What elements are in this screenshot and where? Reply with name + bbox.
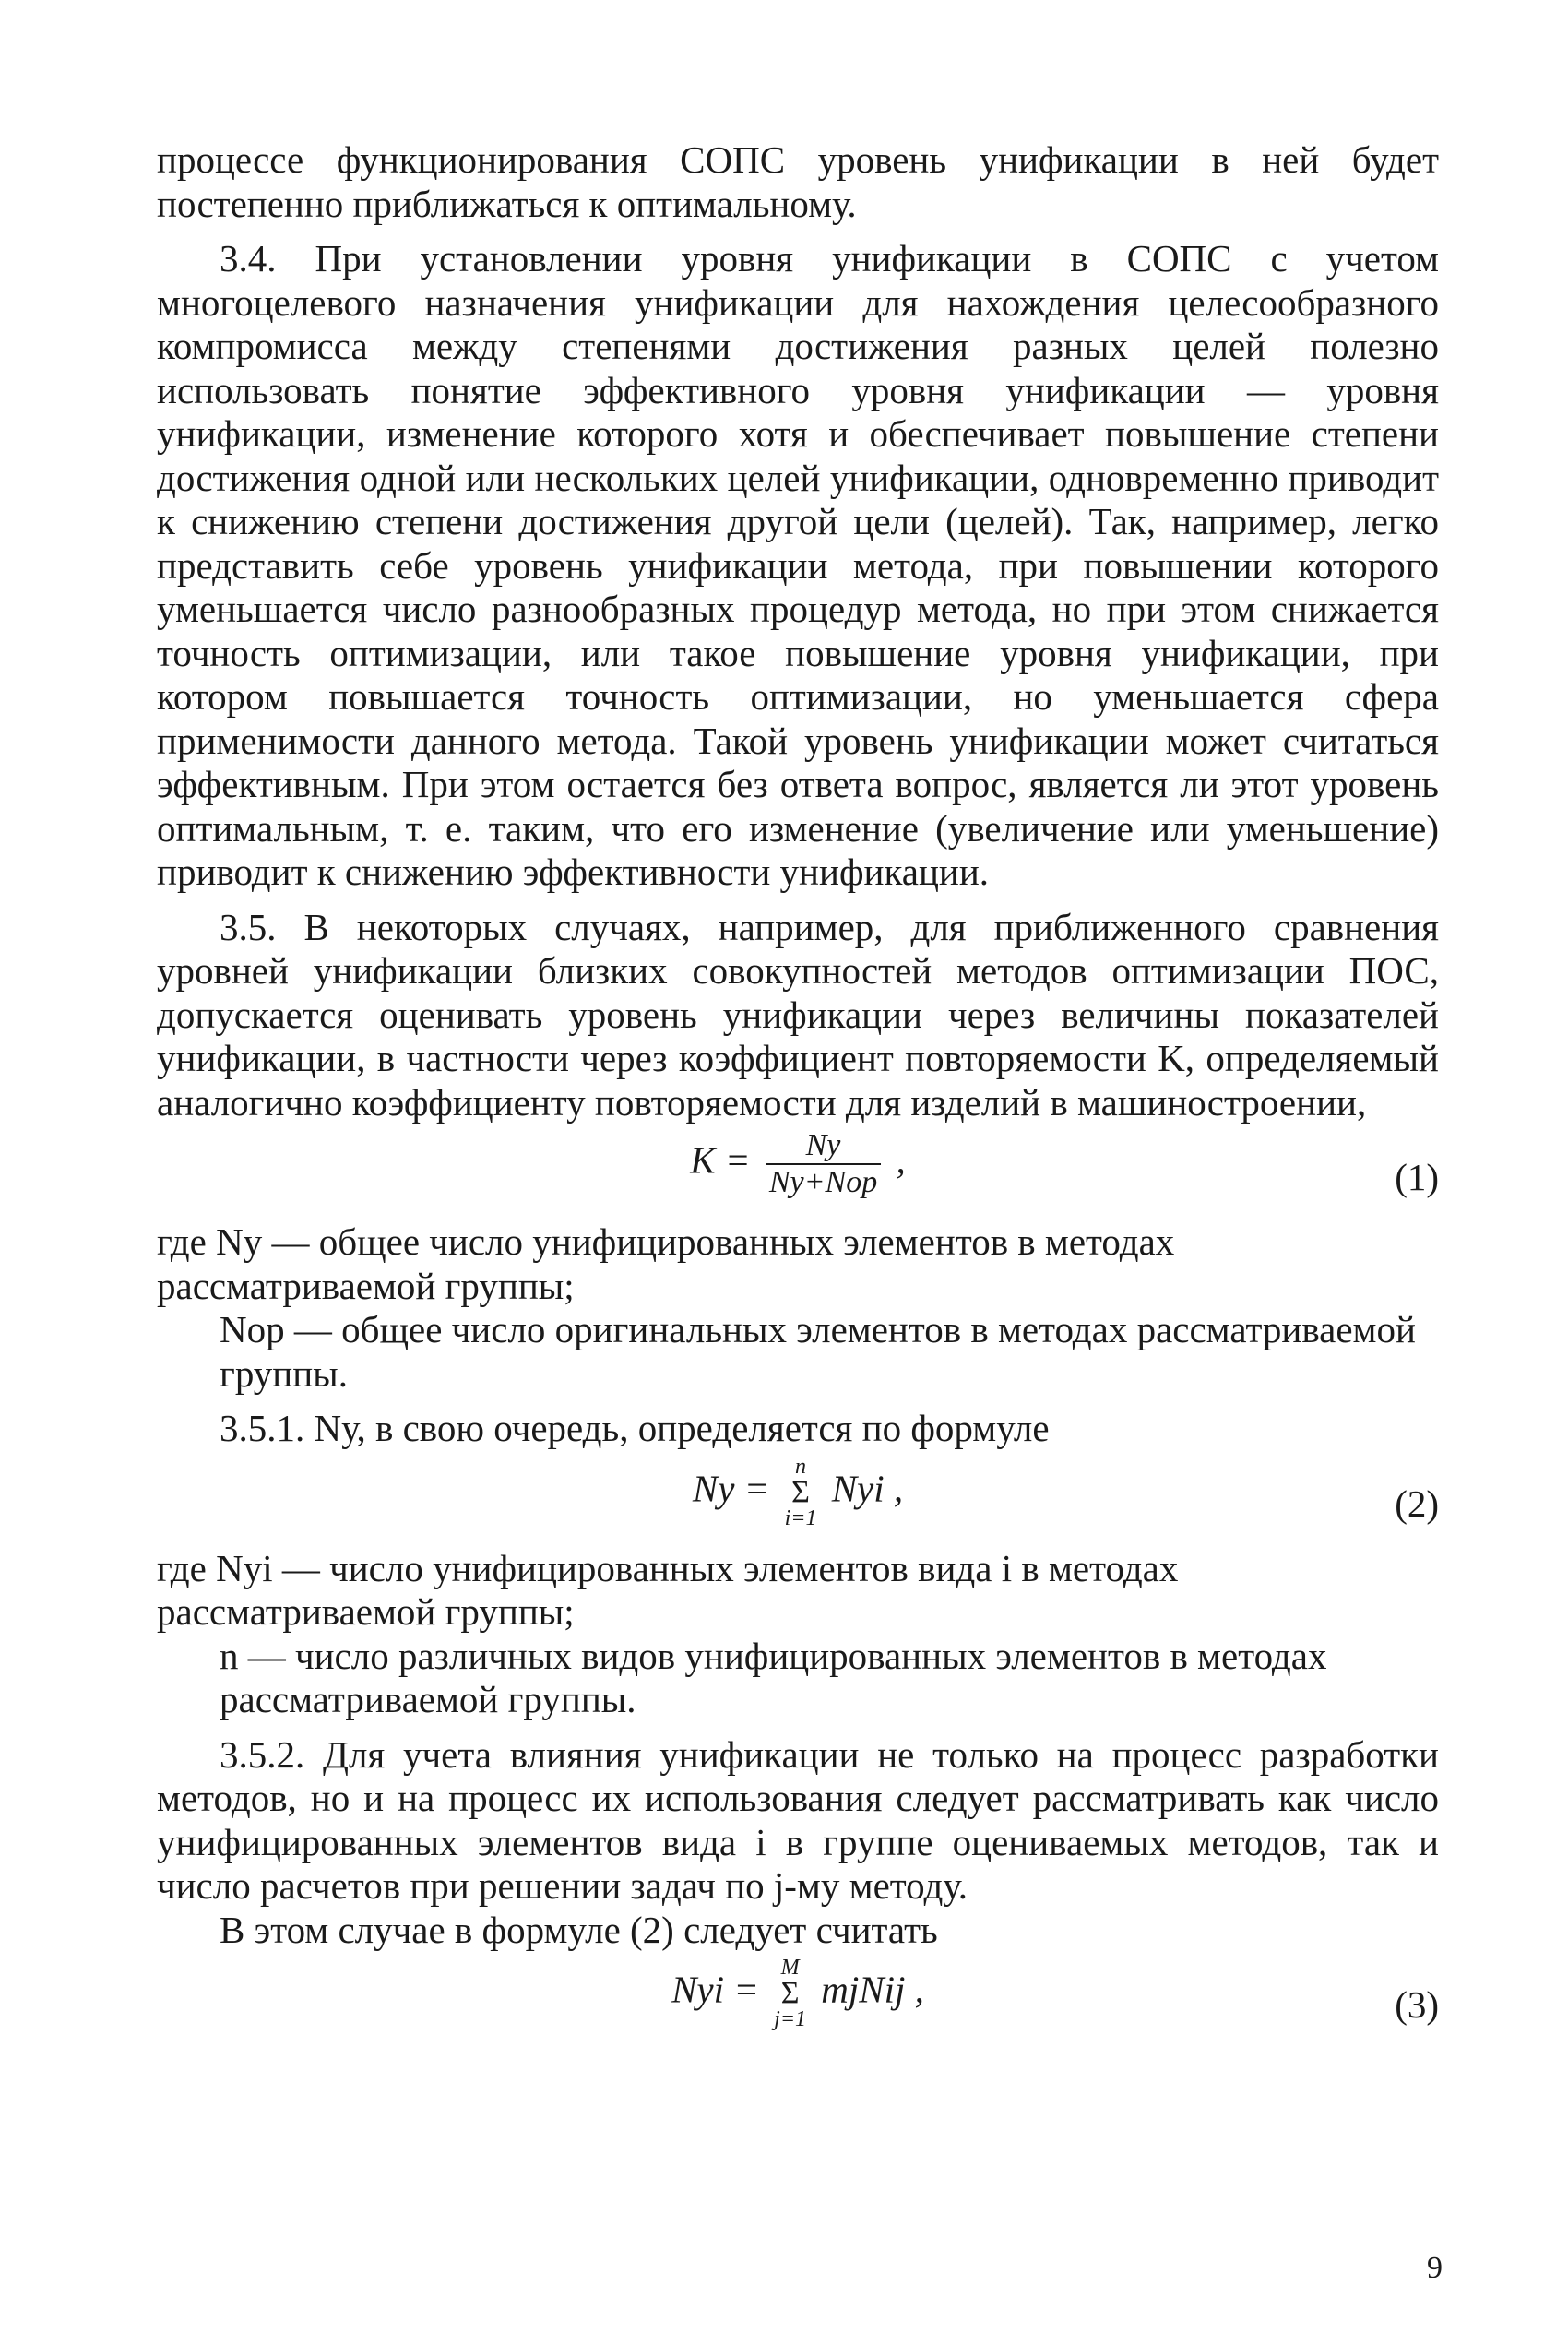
paragraph-formula-3-intro: В этом случае в формуле (2) следует считать [220, 1908, 938, 1951]
paragraph-3-5: 3.5. В некоторых случаях, например, для приближенного сравнения уровней унификации близких совокупностей методов оптимизации ПОС, допускается оценивать уровень унификации через величины показателей унификации, в частности через коэффициент повторяемости K, определяемый аналогично коэффициенту повторяемости для изделий в машиностроении, [157, 905, 1439, 1124]
formula-1-lhs: K = [690, 1138, 751, 1182]
definition-term: где Nу [157, 1220, 263, 1263]
formula-3-sum [774, 1956, 806, 2031]
formula-3-rhs: mjNij , [821, 1968, 924, 2011]
formula-1-fraction [766, 1128, 881, 1200]
definition-text: — общее число унифицированных элементов в методах рассматриваемой группы; [157, 1220, 1175, 1307]
paragraph-continuation: процессе функционирования СОПС уровень унификации в ней будет постепенно приближаться к оптимальному. [157, 138, 1439, 225]
formula-1-number: (1) [1395, 1156, 1439, 1198]
formula-3-upper-limit: M [780, 1956, 800, 1980]
formula-1-tail: , [896, 1138, 906, 1182]
definition-n-yi [157, 1547, 1439, 1635]
formula-3-number: (3) [1395, 1983, 1439, 2026]
formula-2-sigma: Σ [791, 1474, 810, 1509]
formula-2-upper-limit: n [795, 1454, 807, 1479]
formula-1-numerator: Nу [766, 1128, 881, 1165]
definition-text: — число унифицированных элементов вида i в методах рассматриваемой группы; [157, 1546, 1179, 1633]
formula-3-lhs: Nуi = [671, 1968, 759, 2011]
definition-n-or [157, 1308, 1439, 1396]
formula-1-denominator: Nу+Nор [768, 1165, 878, 1199]
formula-3-sigma: Σ [780, 1976, 800, 2010]
formula-2 [157, 1455, 1439, 1543]
definition-n [157, 1635, 1439, 1722]
formula-2-number: (2) [1395, 1481, 1439, 1525]
formula-2-rhs: Nуi , [831, 1466, 904, 1509]
definition-text: — число различных видов унифицированных элементов в методах рассматриваемой группы. [220, 1634, 1327, 1720]
formula-2-lhs: Nу = [692, 1466, 770, 1509]
paragraph-3-5-2: 3.5.2. Для учета влияния унификации не только на процесс разработки методов, но и на процесс их использования следует рассматривать как число унифицированных элементов вида i в группе оцениваемых методов, так и число расчетов при решении задач по j-му методу. [157, 1732, 1439, 1907]
page-body [157, 138, 1439, 2048]
formula-3-lower-limit: j=1 [774, 2007, 807, 2031]
definition-term: Nор [220, 1308, 285, 1350]
formula-2-lower-limit: i=1 [784, 1505, 817, 1530]
page-number: 9 [1427, 2251, 1443, 2285]
definition-n-y [157, 1220, 1439, 1308]
formula-2-sum [785, 1455, 817, 1530]
definition-text: — общее число оригинальных элементов в методах рассматриваемой группы. [220, 1308, 1416, 1395]
definition-term: где Nуi [157, 1546, 273, 1589]
formula-3 [157, 1956, 1439, 2044]
formula-1 [157, 1128, 1439, 1217]
paragraph-3-5-1: 3.5.1. Nу, в свою очередь, определяется по формуле [220, 1407, 1050, 1449]
definition-term: n [220, 1634, 239, 1677]
paragraph-3-4: 3.4. При установлении уровня унификации в СОПС с учетом многоцелевого назначения унификации для нахождения целесообразного компромисса между степенями достижения разных целей полезно использовать понятие эффективного уровня унификации — уровня унификации, изменение которого хотя и обеспечивает повышение степени достижения одной или нескольких целей унификации, одновременно приводит к снижению степени достижения другой цели (целей). Так, например, легко представить себе уровень унификации метода, при повышении которого уменьшается число разнообразных процедур метода, но при этом снижается точность оптимизации, или такое повышение уровня унификации, при котором повышается точность оптимизации, но уменьшается сфера применимости данного метода. Такой уровень унификации может считаться эффективным. При этом остается без ответа вопрос, является ли этот уровень оптимальным, т. е. таким, что его изменение (увеличение или уменьшение) приводит к снижению эффективности унификации. [157, 237, 1439, 893]
